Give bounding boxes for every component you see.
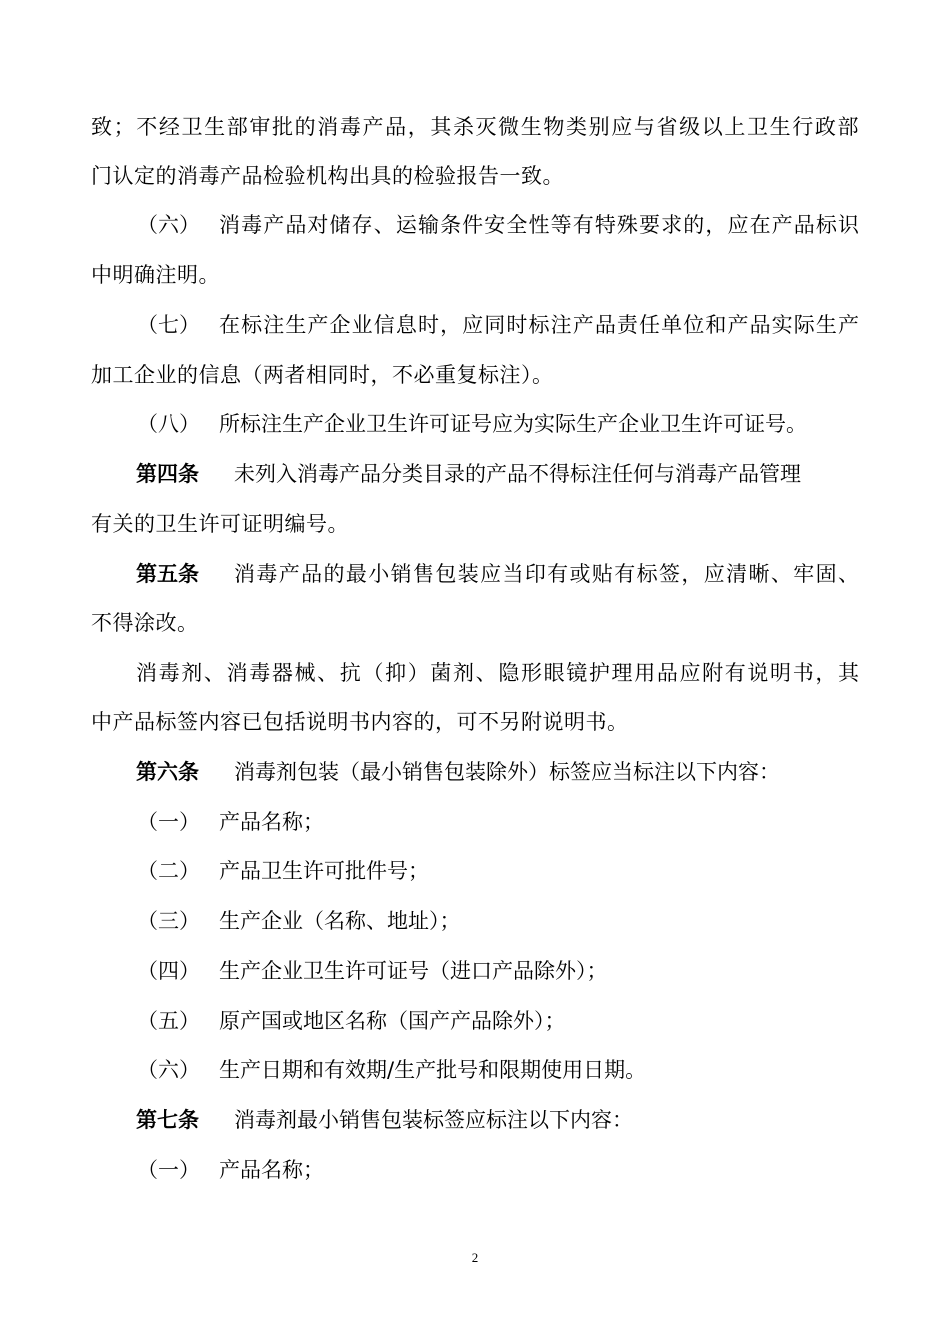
article-body: 未列入消毒产品分类目录的产品不得标注任何与消毒产品管理 — [234, 462, 801, 486]
article-heading: 第四条 — [136, 462, 199, 486]
item-number: （四） — [137, 959, 200, 983]
item-number: （一） — [137, 810, 200, 834]
item-text: 生产企业（名称、地址）； — [219, 909, 461, 933]
item-text: 原产国或地区名称（国产产品除外）； — [219, 1009, 566, 1033]
item-text: 产品名称； — [219, 810, 324, 834]
text-line: 消毒剂、消毒器械、抗（抑）菌剂、隐形眼镜护理用品应附有说明书，其 — [136, 661, 859, 685]
article-body: 消毒剂包装（最小销售包装除外）标签应当标注以下内容： — [234, 760, 780, 784]
article-heading: 第五条 — [136, 562, 199, 586]
item-number: （六） — [137, 1058, 200, 1082]
item-text: 在标注生产企业信息时，应同时标注产品责任单位和产品实际生产 — [219, 313, 859, 337]
item-number: （二） — [137, 859, 200, 883]
item-text: 产品卫生许可批件号； — [219, 859, 429, 883]
item-number: （五） — [137, 1009, 200, 1033]
text-line: 有关的卫生许可证明编号。 — [91, 512, 349, 536]
article-heading: 第六条 — [136, 760, 199, 784]
text-line: 中产品标签内容已包括说明书内容的，可不另附说明书。 — [91, 710, 629, 734]
item-number: （八） — [137, 412, 200, 436]
item-number: （六） — [137, 213, 200, 237]
item-number: （三） — [137, 909, 200, 933]
text-line: 致；不经卫生部审批的消毒产品，其杀灭微生物类别应与省级以上卫生行政部 — [91, 115, 859, 139]
text-line: 门认定的消毒产品检验机构出具的检验报告一致。 — [91, 164, 564, 188]
item-text: 产品名称； — [219, 1158, 324, 1182]
item-text: 消毒产品对储存、运输条件安全性等有特殊要求的，应在产品标识 — [219, 213, 859, 237]
item-number: （七） — [137, 313, 200, 337]
article-body: 消毒剂最小销售包装标签应标注以下内容： — [234, 1108, 633, 1132]
item-text: 生产企业卫生许可证号（进口产品除外）； — [219, 959, 608, 983]
article-heading: 第七条 — [136, 1108, 199, 1132]
text-line: 不得涂改。 — [91, 611, 199, 635]
item-number: （一） — [137, 1158, 200, 1182]
page-number: 2 — [471, 1250, 479, 1265]
item-text: 生产日期和有效期/生产批号和限期使用日期。 — [219, 1058, 647, 1082]
item-text: 所标注生产企业卫生许可证号应为实际生产企业卫生许可证号。 — [219, 412, 807, 436]
text-line: 中明确注明。 — [91, 263, 220, 287]
article-body: 消毒产品的最小销售包装应当印有或贴有标签，应清晰、牢固、 — [234, 562, 859, 586]
text-line: 加工企业的信息（两者相同时，不必重复标注）。 — [91, 363, 554, 387]
